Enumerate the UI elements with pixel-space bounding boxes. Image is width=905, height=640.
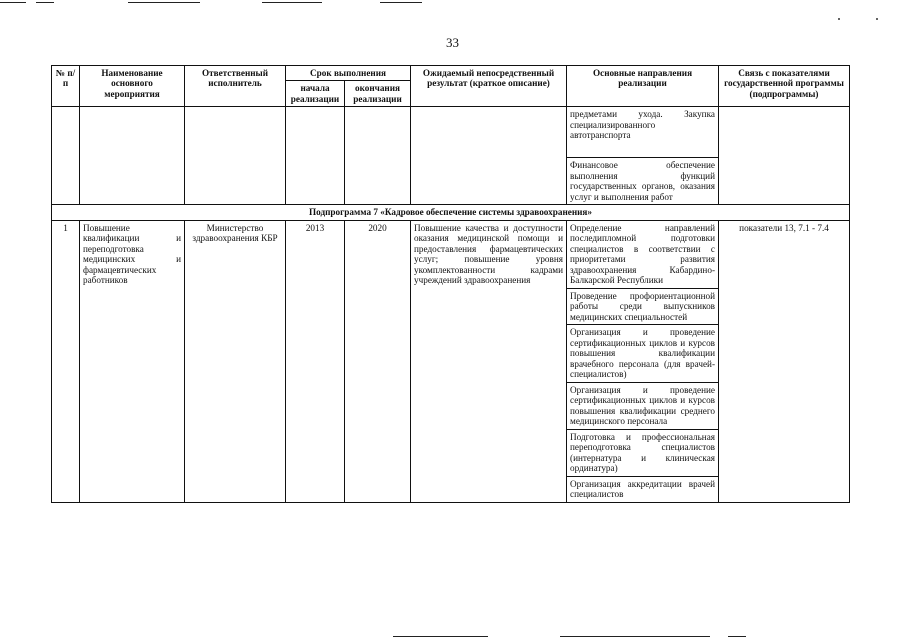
- header-result: Ожидаемый непосредственный результат (краткое описание): [411, 66, 567, 107]
- header-term-start: начала реализации: [286, 81, 345, 107]
- row-end: 2020: [345, 220, 411, 502]
- direction-item: Организация аккредитации врачей специалистов: [567, 476, 718, 502]
- continued-direction: Финансовое обеспечение выполнения функций государственных органов, оказания услуг и выполнения работ: [567, 158, 719, 205]
- row-num: 1: [52, 220, 80, 502]
- scan-artifact-line: [560, 636, 710, 637]
- continuation-row: [52, 107, 850, 158]
- table-row: [52, 220, 850, 502]
- scan-artifact-line: [0, 2, 26, 3]
- row-name: Повышение квалификации и переподготовка медицинских и фармацевтических работников: [80, 220, 185, 502]
- header-term-end: окончания реализации: [345, 81, 411, 107]
- scan-artifact-line: [262, 2, 322, 3]
- subprogram-row: [52, 205, 850, 220]
- header-name: Наименование основного мероприятия: [80, 66, 185, 107]
- scan-artifact-line: [728, 636, 746, 637]
- header-num: № п/п: [52, 66, 80, 107]
- scan-artifact-line: [393, 636, 488, 637]
- scan-artifact-line: [380, 2, 422, 3]
- continued-direction: предметами ухода. Закупка специализированного автотранспорта: [567, 107, 719, 158]
- page-number: 33: [446, 35, 459, 50]
- header-term: Срок выполнения: [286, 66, 411, 81]
- header-responsible: Ответственный исполнитель: [185, 66, 286, 107]
- direction-item: Подготовка и профессиональная переподготовка специалистов (интернатура и клиническая ординатура): [567, 429, 718, 476]
- direction-item: Определение направлений последипломной подготовки специалистов в соответствии с приоритетами развития здравоохранения Кабардино-Балкарской Республики: [570, 222, 716, 286]
- row-responsible: Министерство здравоохранения КБР: [185, 220, 286, 502]
- header-row: [52, 66, 850, 81]
- row-result: Повышение качества и доступности оказания медицинской помощи и предоставления фармацевтических услуг; повышение уровня укомплектованности кадрами учреждений здравоохранения: [411, 220, 567, 502]
- row-directions: [567, 220, 719, 502]
- subprogram-title: Подпрограмма 7 «Кадровое обеспечение системы здравоохранения»: [52, 205, 850, 220]
- scan-artifact-dot: [876, 18, 878, 20]
- header-link: Связь с показателями государственной программы (подпрограммы): [719, 66, 850, 107]
- scan-artifact-dot: [838, 18, 840, 20]
- row-start: 2013: [286, 220, 345, 502]
- direction-item: Проведение профориентационной работы среди выпускников медицинских специальностей: [567, 288, 718, 324]
- row-link: показатели 13, 7.1 - 7.4: [719, 220, 850, 502]
- direction-item: Организация и проведение сертификационных циклов и курсов повышения квалификации врачебного персонала (для врачей-специалистов): [567, 324, 718, 381]
- scan-artifact-line: [36, 2, 54, 3]
- header-directions: Основные направления реализации: [567, 66, 719, 107]
- program-table: [51, 65, 850, 503]
- scan-artifact-line: [128, 2, 200, 3]
- direction-item: Организация и проведение сертификационных циклов и курсов повышения квалификации среднего медицинского персонала: [567, 382, 718, 429]
